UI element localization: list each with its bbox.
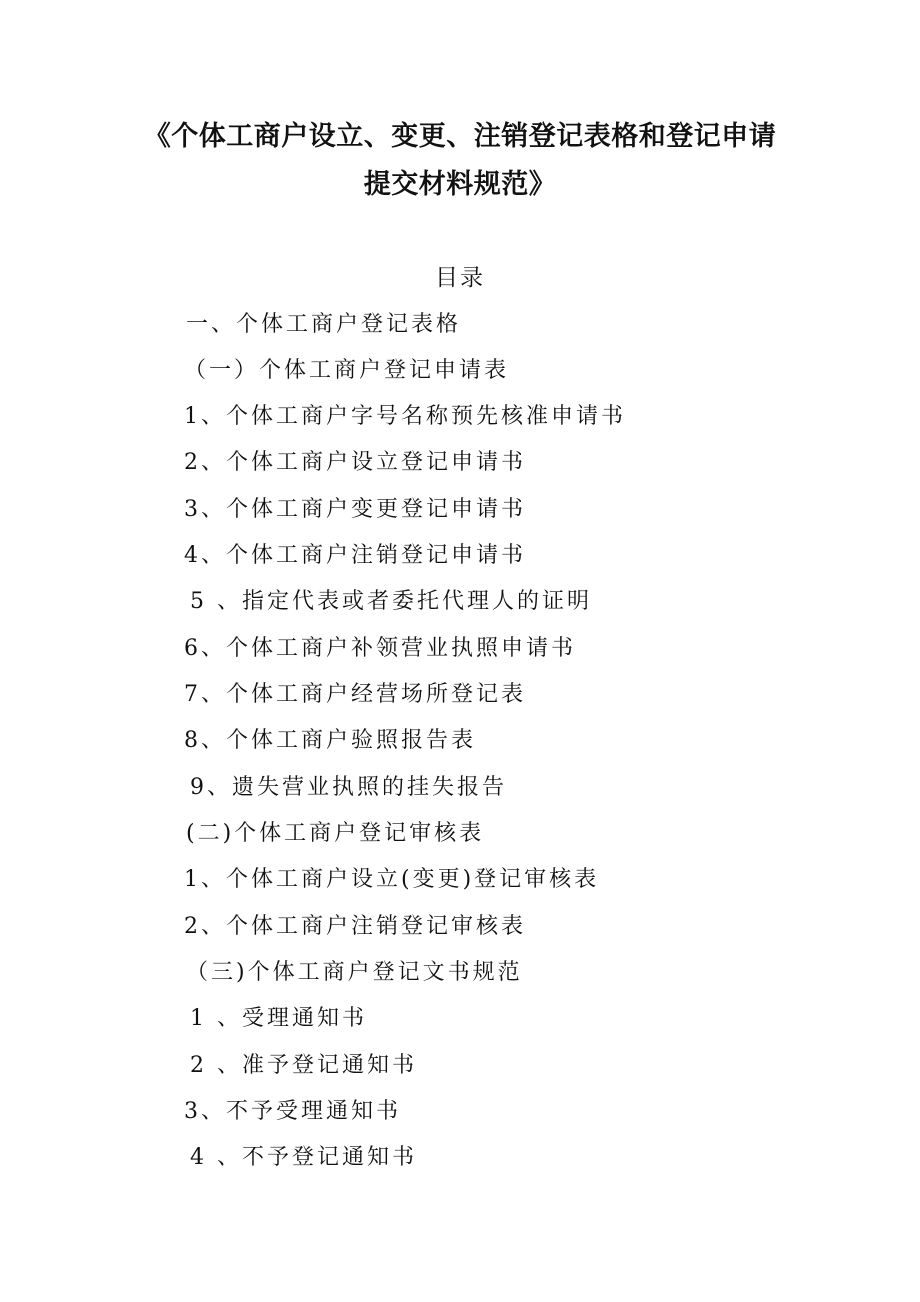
document-title-line-1: 《个体工商户设立、变更、注销登记表格和登记申请 <box>143 121 777 152</box>
toc-item: 1 、受理通知书 <box>190 1006 367 1031</box>
toc-item: 8、个体工商户验照报告表 <box>184 728 476 753</box>
toc-heading: 目录 <box>435 265 485 291</box>
toc-item: （一）个体工商户登记申请表 <box>184 358 510 383</box>
toc-item: 2、个体工商户设立登记申请书 <box>184 450 526 475</box>
toc-item: 6、个体工商户补领营业执照申请书 <box>184 636 576 661</box>
toc-item: （三)个体工商户登记文书规范 <box>186 960 523 985</box>
toc-item: 9、遗失营业执照的挂失报告 <box>190 775 507 800</box>
toc-item: 7、个体工商户经营场所登记表 <box>184 682 526 707</box>
toc-item: 3、不予受理通知书 <box>184 1099 401 1124</box>
toc-item: 4 、不予登记通知书 <box>190 1145 417 1170</box>
toc-item: 1、个体工商户字号名称预先核准申请书 <box>184 404 626 429</box>
toc-item: (二)个体工商户登记审核表 <box>186 821 485 846</box>
toc-item: 5 、指定代表或者委托代理人的证明 <box>190 589 592 614</box>
toc-item: 4、个体工商户注销登记申请书 <box>184 543 526 568</box>
toc-item: 2 、准予登记通知书 <box>190 1053 417 1078</box>
toc-item: 2、个体工商户注销登记审核表 <box>184 914 526 939</box>
toc-item: 3、个体工商户变更登记申请书 <box>184 497 526 522</box>
toc-item: 一、个体工商户登记表格 <box>186 312 462 337</box>
toc-item: 1、个体工商户设立(变更)登记审核表 <box>184 867 600 892</box>
document-title-line-2: 提交材料规范》 <box>363 169 557 200</box>
